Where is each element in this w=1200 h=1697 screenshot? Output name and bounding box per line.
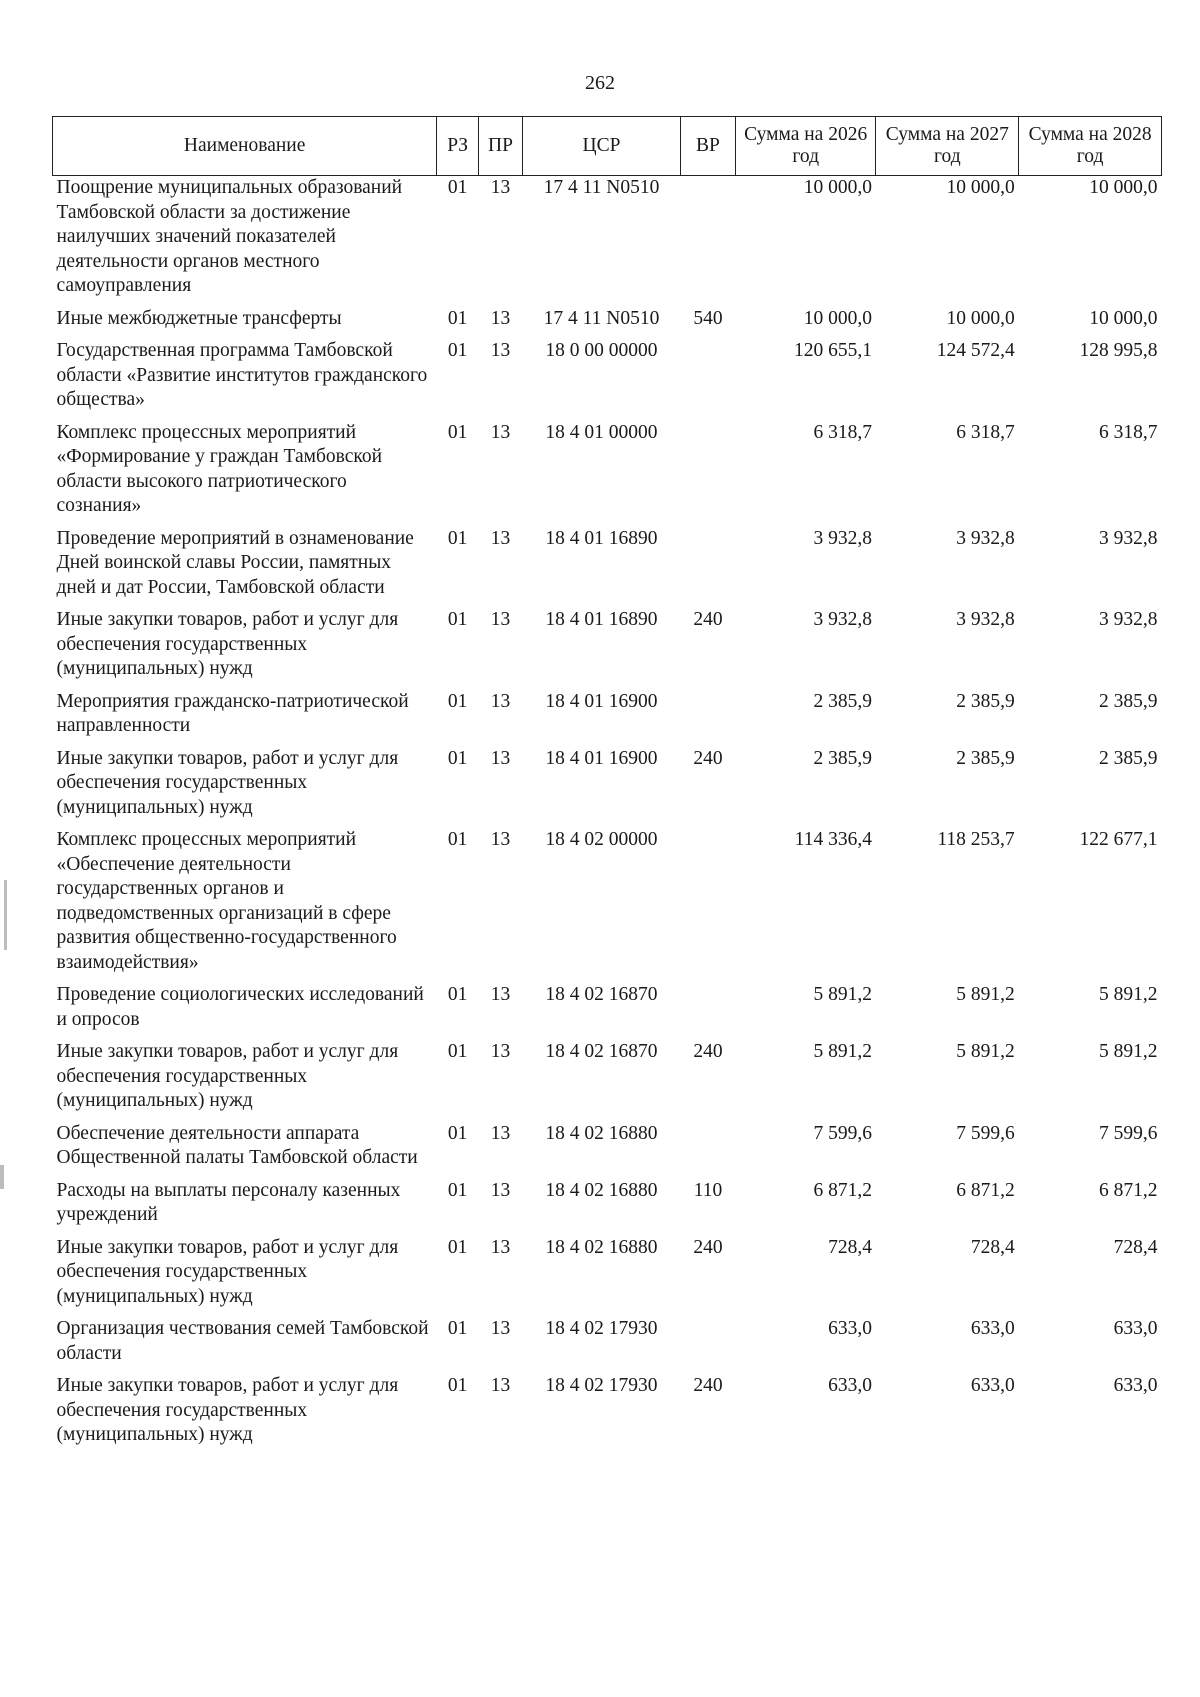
cell-csr: 18 4 02 16870 [545, 984, 658, 1005]
header-sum-2026: Сумма на 2026 год [735, 117, 876, 176]
cell-sum-2027: 6 318,7 [956, 421, 1015, 443]
cell-sum-2028: 633,0 [1113, 1318, 1158, 1339]
table-row [53, 983, 1162, 1040]
cell-sum-2026: 5 891,2 [813, 1041, 872, 1062]
cell-pr: 13 [490, 421, 511, 443]
cell-sum-2026: 114 336,4 [794, 829, 872, 850]
table-header-row [53, 117, 1162, 176]
cell-vr: 240 [693, 747, 723, 769]
cell-sum-2027: 3 932,8 [956, 609, 1015, 630]
cell-csr: 18 4 02 16880 [545, 1122, 658, 1144]
cell-name: Обеспечение деятельности аппарата Общественной палаты Тамбовской области [56, 1122, 418, 1168]
cell-sum-2028: 3 932,8 [1099, 527, 1158, 549]
cell-rz: 01 [447, 1041, 468, 1062]
cell-csr: 18 4 01 16890 [545, 527, 658, 549]
header-rz: РЗ [437, 117, 479, 176]
cell-sum-2027: 728,4 [970, 1236, 1015, 1258]
cell-sum-2027: 5 891,2 [956, 1041, 1015, 1062]
cell-sum-2026: 6 318,7 [813, 421, 872, 443]
cell-sum-2026: 633,0 [828, 1318, 872, 1339]
cell-csr: 18 4 01 00000 [545, 421, 658, 443]
cell-vr [681, 983, 736, 1040]
cell-vr [681, 527, 736, 609]
table-row [53, 176, 1162, 307]
cell-rz: 01 [447, 527, 468, 549]
page-number: 262 [585, 72, 615, 94]
cell-pr: 13 [490, 984, 511, 1005]
table-row [53, 1122, 1162, 1179]
table-row [53, 307, 1162, 340]
cell-vr: 240 [693, 1041, 723, 1062]
cell-sum-2027: 633,0 [970, 1375, 1015, 1396]
cell-pr: 13 [490, 829, 511, 850]
cell-sum-2028: 3 932,8 [1099, 609, 1158, 630]
cell-pr: 13 [490, 1122, 511, 1144]
cell-sum-2026: 728,4 [828, 1236, 872, 1258]
cell-csr: 18 4 02 17930 [545, 1375, 658, 1396]
cell-csr: 18 4 01 16900 [545, 690, 658, 712]
table-row [53, 1317, 1162, 1374]
table-row [53, 828, 1162, 983]
cell-pr: 13 [490, 340, 511, 361]
cell-name: Иные закупки товаров, работ и услуг для обеспечения государственных (муниципальных) нужд [56, 1375, 399, 1445]
cell-rz: 01 [447, 829, 468, 850]
cell-sum-2028: 2 385,9 [1099, 690, 1158, 712]
scan-artifact [4, 880, 7, 950]
cell-csr: 18 4 02 00000 [545, 829, 658, 850]
cell-name: Государственная программа Тамбовской области «Развитие институтов гражданского общества» [56, 340, 428, 410]
cell-rz: 01 [447, 177, 468, 198]
cell-pr: 13 [490, 1179, 511, 1201]
header-pr: ПР [479, 117, 523, 176]
cell-name: Организация чествования семей Тамбовской области [56, 1318, 429, 1364]
table-row [53, 421, 1162, 527]
cell-vr [681, 176, 736, 307]
cell-vr: 240 [693, 1375, 723, 1396]
cell-sum-2026: 3 932,8 [813, 609, 872, 630]
cell-sum-2027: 5 891,2 [956, 984, 1015, 1005]
cell-pr: 13 [490, 690, 511, 712]
cell-sum-2028: 122 677,1 [1079, 829, 1158, 850]
cell-csr: 18 4 02 17930 [545, 1318, 658, 1339]
cell-name: Проведение мероприятий в ознаменование Дней воинской славы России, памятных дней и дат России, Тамбовской области [56, 527, 414, 598]
cell-pr: 13 [490, 177, 511, 198]
cell-sum-2026: 10 000,0 [803, 177, 872, 198]
cell-name: Иные закупки товаров, работ и услуг для обеспечения государственных (муниципальных) нужд [56, 1041, 399, 1111]
cell-sum-2028: 10 000,0 [1089, 177, 1158, 198]
cell-vr: 110 [693, 1179, 723, 1201]
table-row [53, 527, 1162, 609]
cell-sum-2028: 128 995,8 [1079, 340, 1158, 361]
cell-pr: 13 [490, 1041, 511, 1062]
cell-name: Иные закупки товаров, работ и услуг для обеспечения государственных (муниципальных) нужд [56, 747, 399, 818]
cell-csr: 18 4 01 16890 [545, 609, 658, 630]
cell-vr [681, 690, 736, 747]
cell-sum-2028: 633,0 [1113, 1375, 1158, 1396]
cell-sum-2027: 118 253,7 [937, 829, 1015, 850]
cell-rz: 01 [447, 609, 468, 630]
cell-sum-2026: 5 891,2 [813, 984, 872, 1005]
cell-sum-2027: 6 871,2 [956, 1179, 1015, 1201]
header-name: Наименование [53, 117, 437, 176]
cell-csr: 18 4 02 16880 [545, 1179, 658, 1201]
scan-artifact [0, 1165, 4, 1189]
cell-name: Расходы на выплаты персоналу казенных учреждений [56, 1179, 401, 1225]
cell-sum-2027: 10 000,0 [946, 307, 1015, 329]
cell-csr: 18 0 00 00000 [545, 340, 658, 361]
cell-rz: 01 [447, 1236, 468, 1258]
cell-name: Иные закупки товаров, работ и услуг для обеспечения государственных (муниципальных) нужд [56, 1236, 399, 1307]
cell-vr [681, 1122, 736, 1179]
header-csr: ЦСР [522, 117, 680, 176]
table-row [53, 747, 1162, 829]
cell-vr [681, 1317, 736, 1374]
cell-rz: 01 [447, 421, 468, 443]
cell-sum-2028: 5 891,2 [1099, 1041, 1158, 1062]
table-row [53, 608, 1162, 690]
cell-sum-2027: 7 599,6 [956, 1122, 1015, 1144]
cell-rz: 01 [447, 1179, 468, 1201]
cell-vr: 240 [693, 1236, 723, 1258]
cell-pr: 13 [490, 747, 511, 769]
cell-name: Поощрение муниципальных образований Тамбовской области за достижение наилучших значений показателей деятельности органов местного самоуправления [56, 177, 403, 296]
cell-name: Иные межбюджетные трансферты [56, 307, 342, 329]
cell-vr [681, 339, 736, 421]
cell-sum-2027: 633,0 [970, 1318, 1015, 1339]
cell-sum-2028: 5 891,2 [1099, 984, 1158, 1005]
cell-rz: 01 [447, 307, 468, 329]
cell-csr: 18 4 02 16880 [545, 1236, 658, 1258]
cell-csr: 17 4 11 N0510 [543, 307, 660, 329]
cell-name: Мероприятия гражданско-патриотической направленности [56, 690, 409, 736]
cell-pr: 13 [490, 1318, 511, 1339]
cell-sum-2026: 2 385,9 [813, 690, 872, 712]
cell-sum-2026: 633,0 [828, 1375, 872, 1396]
cell-rz: 01 [447, 690, 468, 712]
cell-pr: 13 [490, 307, 511, 329]
cell-sum-2027: 2 385,9 [956, 690, 1015, 712]
cell-rz: 01 [447, 1375, 468, 1396]
cell-sum-2027: 3 932,8 [956, 527, 1015, 549]
table-row [53, 1040, 1162, 1122]
cell-rz: 01 [447, 1122, 468, 1144]
cell-vr: 240 [693, 609, 723, 630]
header-vr: ВР [681, 117, 736, 176]
table-row [53, 339, 1162, 421]
header-sum-2027: Сумма на 2027 год [876, 117, 1019, 176]
cell-sum-2028: 2 385,9 [1099, 747, 1158, 769]
cell-name: Иные закупки товаров, работ и услуг для обеспечения государственных (муниципальных) нужд [56, 609, 399, 679]
table-row [53, 1374, 1162, 1456]
cell-csr: 17 4 11 N0510 [543, 177, 660, 198]
cell-csr: 18 4 02 16870 [545, 1041, 658, 1062]
cell-vr: 540 [693, 307, 723, 329]
cell-vr [681, 828, 736, 983]
budget-table [52, 116, 1162, 1456]
cell-name: Проведение социологических исследований и опросов [56, 984, 424, 1030]
cell-name: Комплекс процессных мероприятий «Обеспечение деятельности государственных органов и подведомственных организаций в сфере развития общественно-государственного взаимодействия» [56, 829, 397, 973]
cell-pr: 13 [490, 1236, 511, 1258]
cell-rz: 01 [447, 984, 468, 1005]
cell-rz: 01 [447, 747, 468, 769]
table-row [53, 690, 1162, 747]
cell-sum-2028: 7 599,6 [1099, 1122, 1158, 1144]
cell-vr [681, 421, 736, 527]
cell-sum-2026: 2 385,9 [813, 747, 872, 769]
header-sum-2028: Сумма на 2028 год [1019, 117, 1162, 176]
cell-sum-2027: 10 000,0 [946, 177, 1015, 198]
cell-name: Комплекс процессных мероприятий «Формирование у граждан Тамбовской области высокого патриотического сознания» [56, 421, 383, 516]
cell-sum-2026: 7 599,6 [813, 1122, 872, 1144]
cell-pr: 13 [490, 609, 511, 630]
table-row [53, 1236, 1162, 1318]
table-row [53, 1179, 1162, 1236]
cell-sum-2026: 10 000,0 [803, 307, 872, 329]
table-body [53, 176, 1162, 1456]
cell-pr: 13 [490, 527, 511, 549]
cell-sum-2026: 6 871,2 [813, 1179, 872, 1201]
cell-rz: 01 [447, 1318, 468, 1339]
cell-sum-2027: 2 385,9 [956, 747, 1015, 769]
cell-sum-2026: 120 655,1 [793, 340, 872, 361]
cell-pr: 13 [490, 1375, 511, 1396]
cell-sum-2027: 124 572,4 [936, 340, 1015, 361]
cell-csr: 18 4 01 16900 [545, 747, 658, 769]
cell-sum-2026: 3 932,8 [813, 527, 872, 549]
cell-sum-2028: 10 000,0 [1089, 307, 1158, 329]
cell-sum-2028: 728,4 [1113, 1236, 1158, 1258]
cell-rz: 01 [447, 340, 468, 361]
cell-sum-2028: 6 871,2 [1099, 1179, 1158, 1201]
cell-sum-2028: 6 318,7 [1099, 421, 1158, 443]
